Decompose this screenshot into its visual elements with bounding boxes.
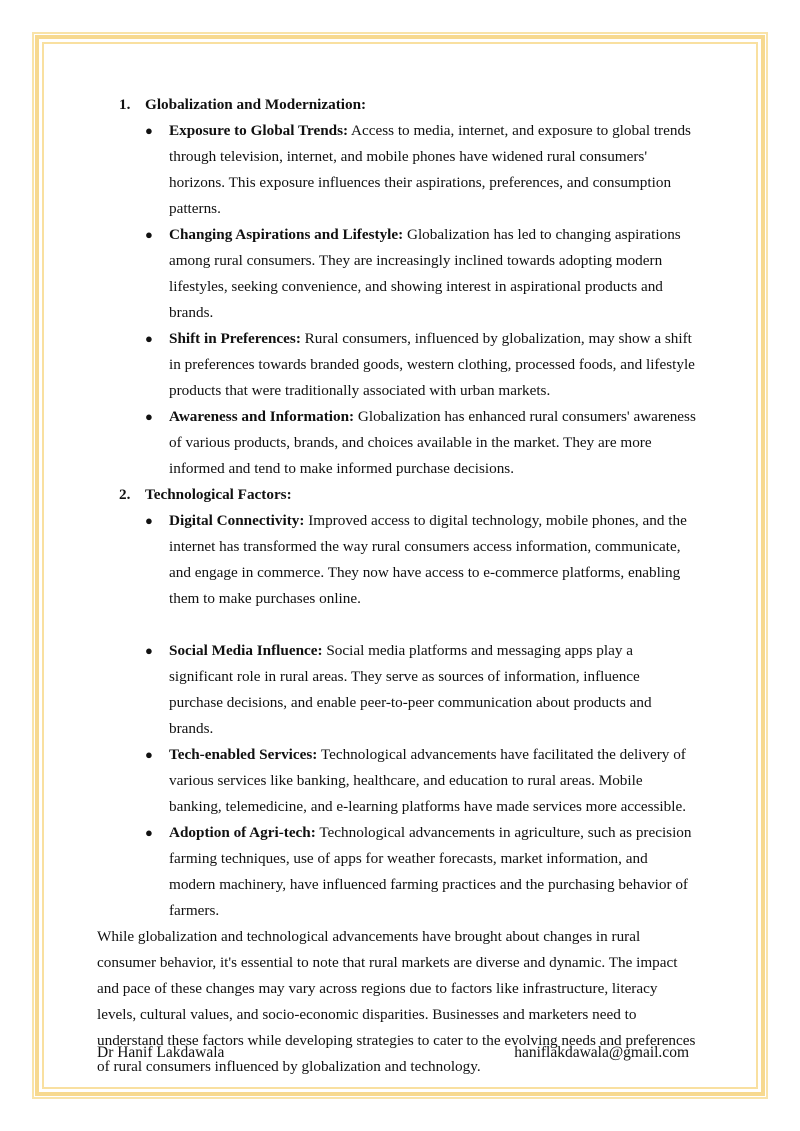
bullet-text: Globalization has enhanced rural consumers' awareness of various products, brands, and choices available in the market. They are more informed and tend to make informed purchase decisions. — [169, 408, 696, 477]
list-item — [97, 508, 697, 612]
section-title: Globalization and Modernization: — [145, 96, 367, 113]
bullet-label: Changing Aspirations and Lifestyle: — [169, 226, 404, 243]
blank-line — [97, 612, 697, 638]
section-heading-globalization — [97, 92, 697, 118]
bullet-icon: ● — [145, 409, 153, 424]
bullet-icon: ● — [145, 331, 153, 346]
bullet-label: Awareness and Information: — [169, 408, 355, 425]
section-number: 2. — [119, 486, 131, 503]
list-item — [97, 820, 697, 924]
bullet-icon: ● — [145, 643, 153, 658]
footer-author: Dr Hanif Lakdawala — [97, 1044, 225, 1061]
bullet-icon: ● — [145, 123, 153, 138]
bullet-label: Tech-enabled Services: — [169, 746, 318, 763]
section-title: Technological Factors: — [145, 486, 292, 503]
bullet-label: Adoption of Agri-tech: — [169, 824, 316, 841]
section-number: 1. — [119, 96, 131, 113]
footer-email: haniflakdawala@gmail.com — [514, 1044, 689, 1061]
list-item — [97, 118, 697, 222]
bullet-icon: ● — [145, 747, 153, 762]
bullet-text: Technological advancements have facilitated the delivery of various services like banking, healthcare, and education to rural areas. Mobile banking, telemedicine, and e-learning platforms have made services more accessible. — [169, 746, 687, 815]
bullet-text: Access to media, internet, and exposure to global trends through television, internet, and mobile phones have widened rural consumers' horizons. This exposure influences their aspirations, preferences, and consumption patterns. — [169, 122, 691, 217]
bullet-label: Shift in Preferences: — [169, 330, 301, 347]
bullet-label: Digital Connectivity: — [169, 512, 305, 529]
list-item — [97, 326, 697, 404]
list-item — [97, 222, 697, 326]
section-heading-technological — [97, 482, 697, 508]
page-footer — [97, 1044, 689, 1062]
bullet-label: Social Media Influence: — [169, 642, 323, 659]
bullet-text: Social media platforms and messaging apps play a significant role in rural areas. They serve as sources of information, influence purchase decisions, and enable peer-to-peer communication about products and brands. — [169, 642, 652, 737]
bullet-icon: ● — [145, 825, 153, 840]
bullet-icon: ● — [145, 227, 153, 242]
list-item — [97, 638, 697, 742]
list-item — [97, 404, 697, 482]
conclusion-paragraph: While globalization and technological advancements have brought about changes in rural consumer behavior, it's essential to note that rural markets are diverse and dynamic. The impact and pace of these changes may vary across regions due to factors like infrastructure, literacy levels, cultural values, and socio-economic disparities. Businesses and marketers need to understand these factors while developing strategies to cater to the evolving needs and preferences of rural consumers influenced by globalization and technology. — [97, 928, 696, 1075]
list-item — [97, 742, 697, 820]
bullet-icon: ● — [145, 513, 153, 528]
bullet-text: Rural consumers, influenced by globalization, may show a shift in preferences towards branded goods, western clothing, processed foods, and lifestyle products that were traditionally associated with urban markets. — [169, 330, 695, 399]
bullet-text: Globalization has led to changing aspirations among rural consumers. They are increasingly inclined towards adopting modern lifestyles, seeking convenience, and showing interest in aspirational products and brands. — [169, 226, 681, 321]
document-body — [97, 92, 697, 1095]
bullet-text: Technological advancements in agriculture, such as precision farming techniques, use of apps for weather forecasts, market information, and modern machinery, have influenced farming practices and the purchasing behavior of farmers. — [169, 824, 692, 919]
bullet-label: Exposure to Global Trends: — [169, 122, 349, 139]
bullet-text: Improved access to digital technology, mobile phones, and the internet has transformed the way rural consumers access information, communicate, and engage in commerce. They now have access to e-commerce platforms, enabling them to make purchases online. — [169, 512, 687, 607]
